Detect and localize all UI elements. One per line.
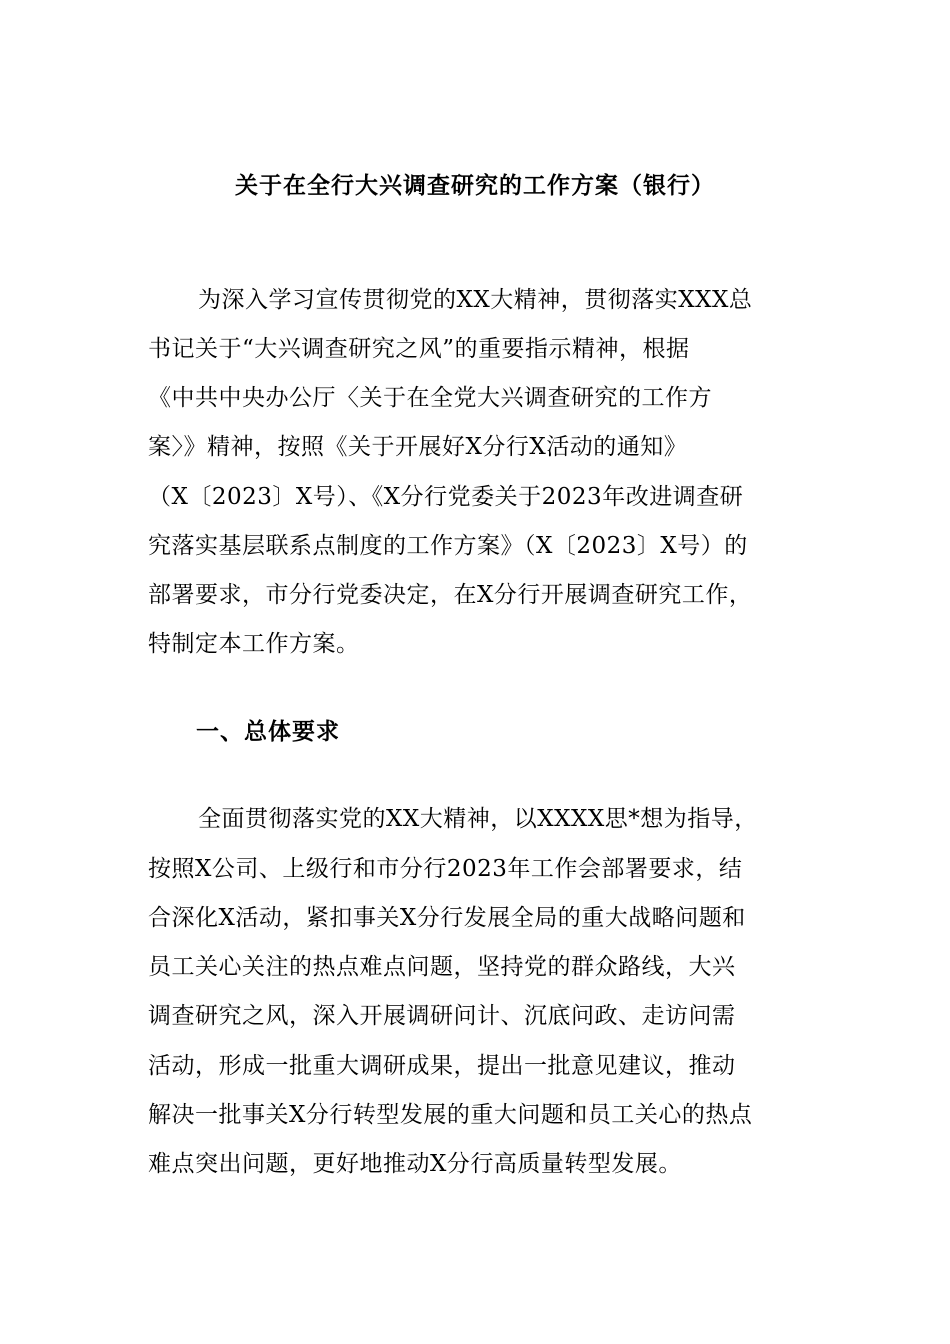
paragraph-line: 解决一批事关X分行转型发展的重大问题和员工关心的热点 [148,1102,753,1128]
paragraph-line: 书记关于“大兴调查研究之风”的重要指示精神，根据 [148,336,690,362]
document-title: 关于在全行大兴调查研究的工作方案（银行） [235,172,715,199]
paragraph-line: 合深化X活动，紧扣事关X分行发展全局的重大战略问题和 [148,905,746,931]
paragraph-line: 为深入学习宣传贯彻党的XX大精神，贯彻落实XXX总 [198,287,753,313]
section-heading: 一、总体要求 [196,718,340,745]
paragraph-line: 活动，形成一批重大调研成果，提出一批意见建议，推动 [148,1053,736,1079]
paragraph-line: 全面贯彻落实党的XX大精神，以XXXX思*想为指导， [198,806,758,832]
paragraph-line: （X〔2023〕X号）、《X分行党委关于2023年改进调查研 [148,484,744,510]
paragraph-line: 特制定本工作方案。 [148,631,360,657]
paragraph-line: 《中共中央办公厅〈关于在全党大兴调查研究的工作方 [148,385,712,411]
paragraph-line: 案〉》精神，按照《关于开展好X分行X活动的通知》 [148,434,688,460]
paragraph-line: 员工关心关注的热点难点问题，坚持党的群众路线，大兴 [148,954,736,980]
paragraph-line: 按照X公司、上级行和市分行2023年工作会部署要求，结 [148,856,743,882]
paragraph-line: 究落实基层联系点制度的工作方案》（X〔2023〕X号）的 [148,533,748,559]
paragraph-line: 难点突出问题，更好地推动X分行高质量转型发展。 [148,1151,682,1177]
paragraph-line: 部署要求，市分行党委决定，在X分行开展调查研究工作， [148,582,753,608]
paragraph-line: 调查研究之风，深入开展调研问计、沉底问政、走访问需 [148,1003,736,1029]
